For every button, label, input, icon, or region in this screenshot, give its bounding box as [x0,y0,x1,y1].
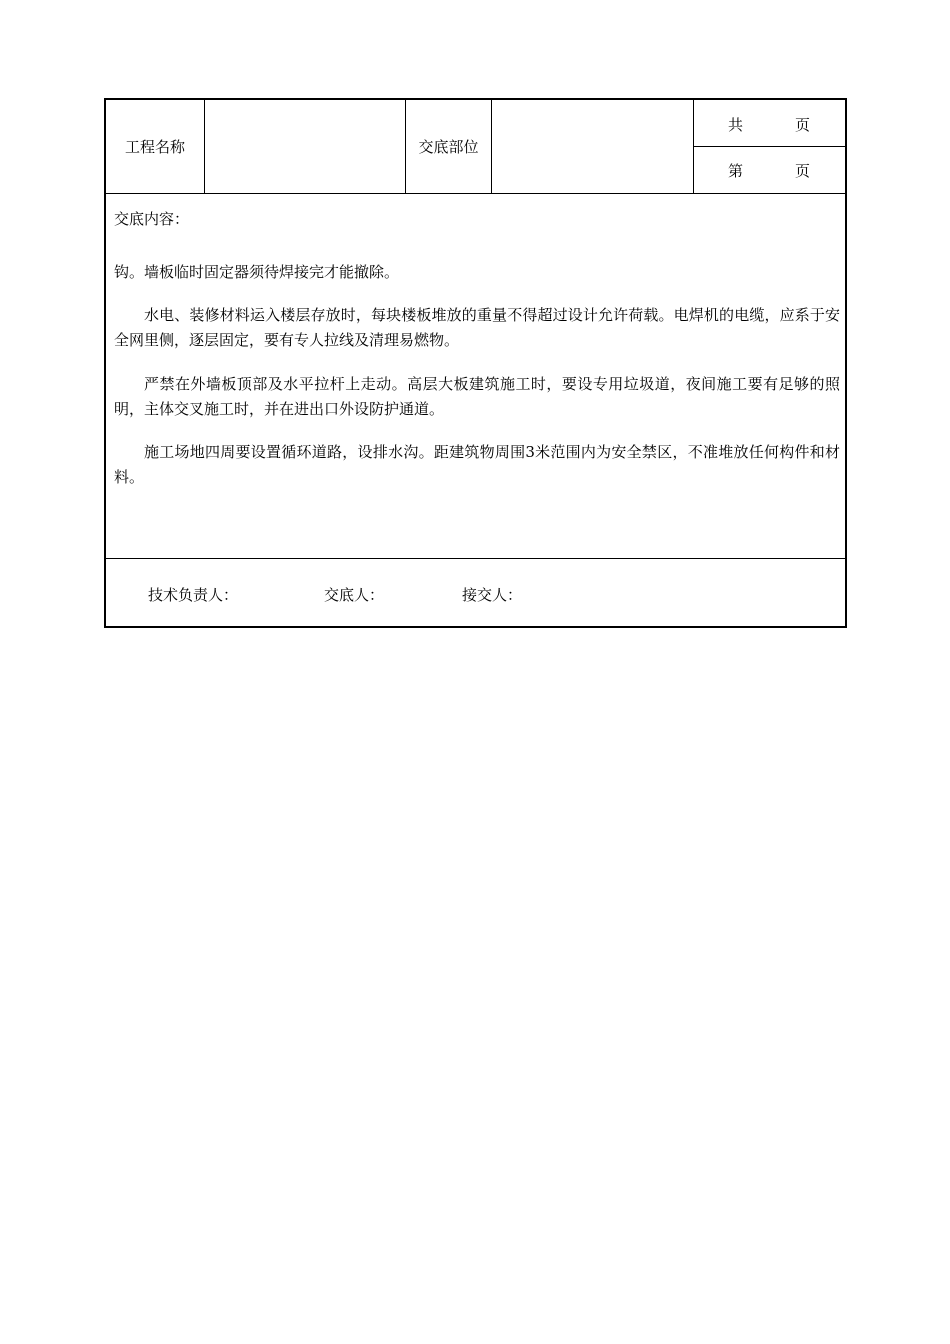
receiver-label: 接交人： [462,586,523,604]
content-paragraph: 水电、装修材料运入楼层存放时，每块楼板堆放的重量不得超过设计允许荷载。电焊机的电缆，应系于安全网里侧，逐层固定，要有专人拉线及清理易燃物。 [114,306,840,349]
location-label: 交底部位 [418,138,479,156]
content-paragraph: 施工场地四周要设置循环道路，设排水沟。距建筑物周围3米范围内为安全禁区，不准堆放任何构件和材料。 [114,443,840,486]
content-paragraph: 钩。墙板临时固定器须待焊接完才能撤除。 [114,263,400,281]
total-pages-prefix: 共 [728,116,744,134]
page-no-suffix: 页 [795,162,811,180]
disclosure-form [104,98,847,628]
divider [106,193,845,194]
page-no-prefix: 第 [728,162,744,180]
discloser-label: 交底人： [324,586,385,604]
total-pages-suffix: 页 [795,116,811,134]
tech-lead-label: 技术负责人： [148,586,239,604]
project-name-label-cell [106,100,204,193]
divider [694,146,845,147]
divider [106,558,845,559]
project-name-value-cell[interactable] [205,100,405,193]
location-value-cell[interactable] [492,100,693,193]
content-paragraph: 严禁在外墙板顶部及水平拉杆上走动。高层大板建筑施工时，要设专用垃圾道，夜间施工要有足够的照明，主体交叉施工时，并在进出口外设防护通道。 [114,375,840,418]
location-label-cell [406,100,491,193]
content-title: 交底内容： [114,210,190,228]
project-name-label: 工程名称 [124,138,185,156]
